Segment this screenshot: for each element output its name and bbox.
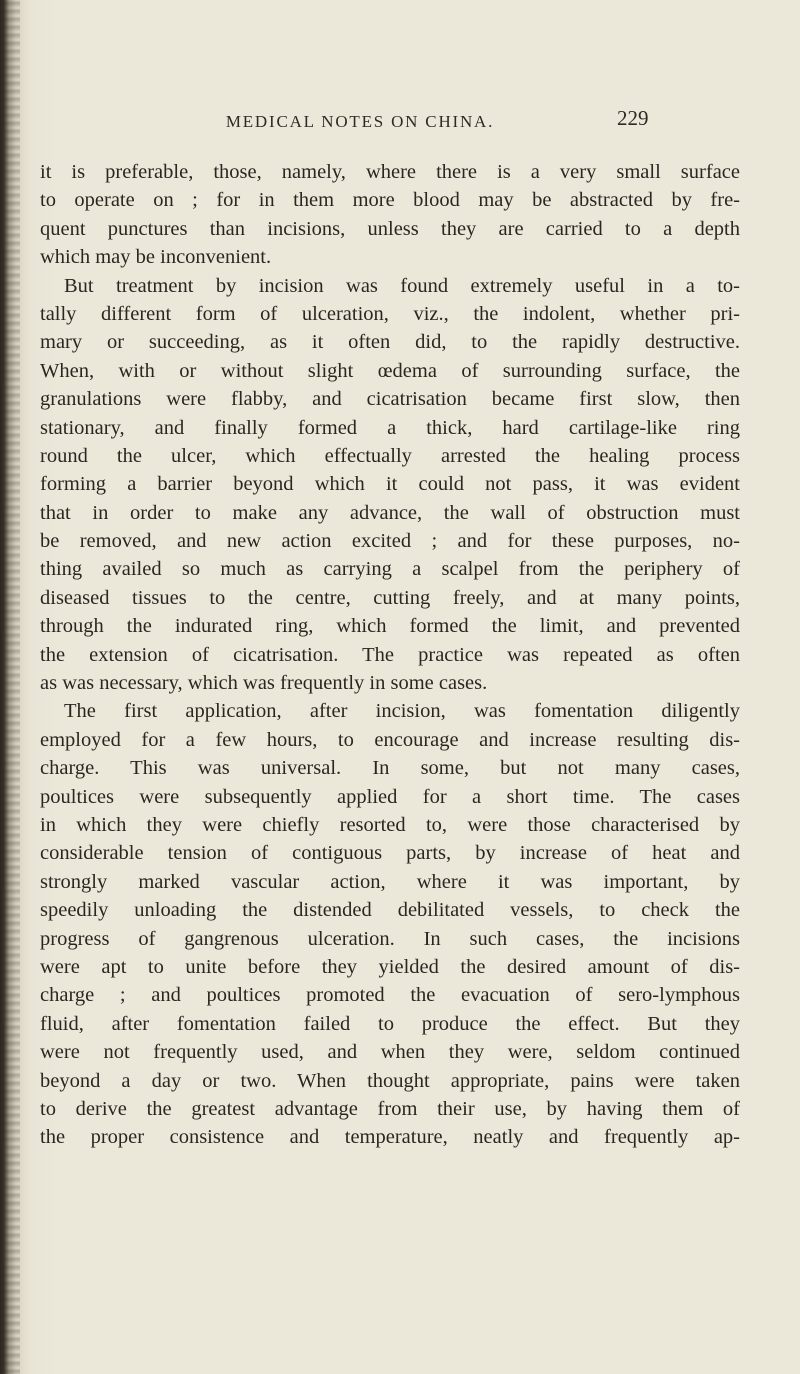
text-line: progress of gangrenous ulceration. In such cases, the incisions [40,927,740,950]
running-header [0,106,800,140]
text-line: charge. This was universal. In some, but not many cases, [40,757,740,780]
text-line: stationary, and finally formed a thick, hard cartilage-like ring [40,416,740,439]
text-line: to derive the greatest advantage from their use, by having them of [40,1097,740,1120]
text-line: thing availed so much as carrying a scalpel from the periphery of [40,558,740,581]
text-line: fluid, after fomentation failed to produce the effect. But they [40,1012,740,1035]
text-line: were apt to unite before they yielded the desired amount of dis- [40,955,740,978]
text-line: be removed, and new action excited ; and for these purposes, no- [40,530,740,553]
body-text [40,158,740,1152]
text-line: in which they were chiefly resorted to, were those characterised by [40,813,740,836]
text-line: mary or succeeding, as it often did, to the rapidly destructive. [40,331,740,354]
text-line: round the ulcer, which effectually arrested the healing process [40,444,740,467]
text-line: which may be inconvenient. [40,246,272,269]
text-line: strongly marked vascular action, where it was important, by [40,870,740,893]
text-line: speedily unloading the distended debilitated vessels, to check the [40,899,740,922]
running-title: MEDICAL NOTES ON CHINA. [225,112,495,131]
text-line: employed for a few hours, to encourage and increase resulting dis- [40,728,740,751]
text-line: charge ; and poultices promoted the evacuation of sero-lymphous [40,984,740,1007]
text-line: the proper consistence and temperature, neatly and frequently ap- [40,1126,740,1149]
text-line: diseased tissues to the centre, cutting freely, and at many points, [40,586,740,609]
text-line: The first application, after incision, was fomentation diligently [64,700,740,723]
page-binding-edge [0,0,20,1374]
text-line: considerable tension of contiguous parts, by increase of heat and [40,842,740,865]
text-line: quent punctures than incisions, unless they are carried to a depth [40,217,740,240]
text-line: as was necessary, which was frequently in some cases. [40,672,488,695]
text-line: When, with or without slight œdema of surrounding surface, the [40,359,740,382]
text-line: it is preferable, those, namely, where there is a very small surface [40,161,740,183]
text-line: were not frequently used, and when they were, seldom continued [40,1041,740,1064]
text-line: But treatment by incision was found extremely useful in a to- [64,274,740,297]
page-number: 229 [617,106,649,130]
text-line: beyond a day or two. When thought appropriate, pains were taken [40,1069,740,1092]
text-line: the extension of cicatrisation. The practice was repeated as often [40,643,740,666]
text-line: tally different form of ulceration, viz., the indolent, whether pri- [40,302,740,325]
text-line: forming a barrier beyond which it could not pass, it was evident [40,473,740,496]
text-line: poultices were subsequently applied for a short time. The cases [40,785,740,808]
text-line: to operate on ; for in them more blood may be abstracted by fre- [40,189,740,212]
text-line: that in order to make any advance, the wall of obstruction must [40,501,740,524]
text-line: granulations were flabby, and cicatrisation became first slow, then [40,388,740,411]
text-line: through the indurated ring, which formed the limit, and prevented [40,615,740,638]
